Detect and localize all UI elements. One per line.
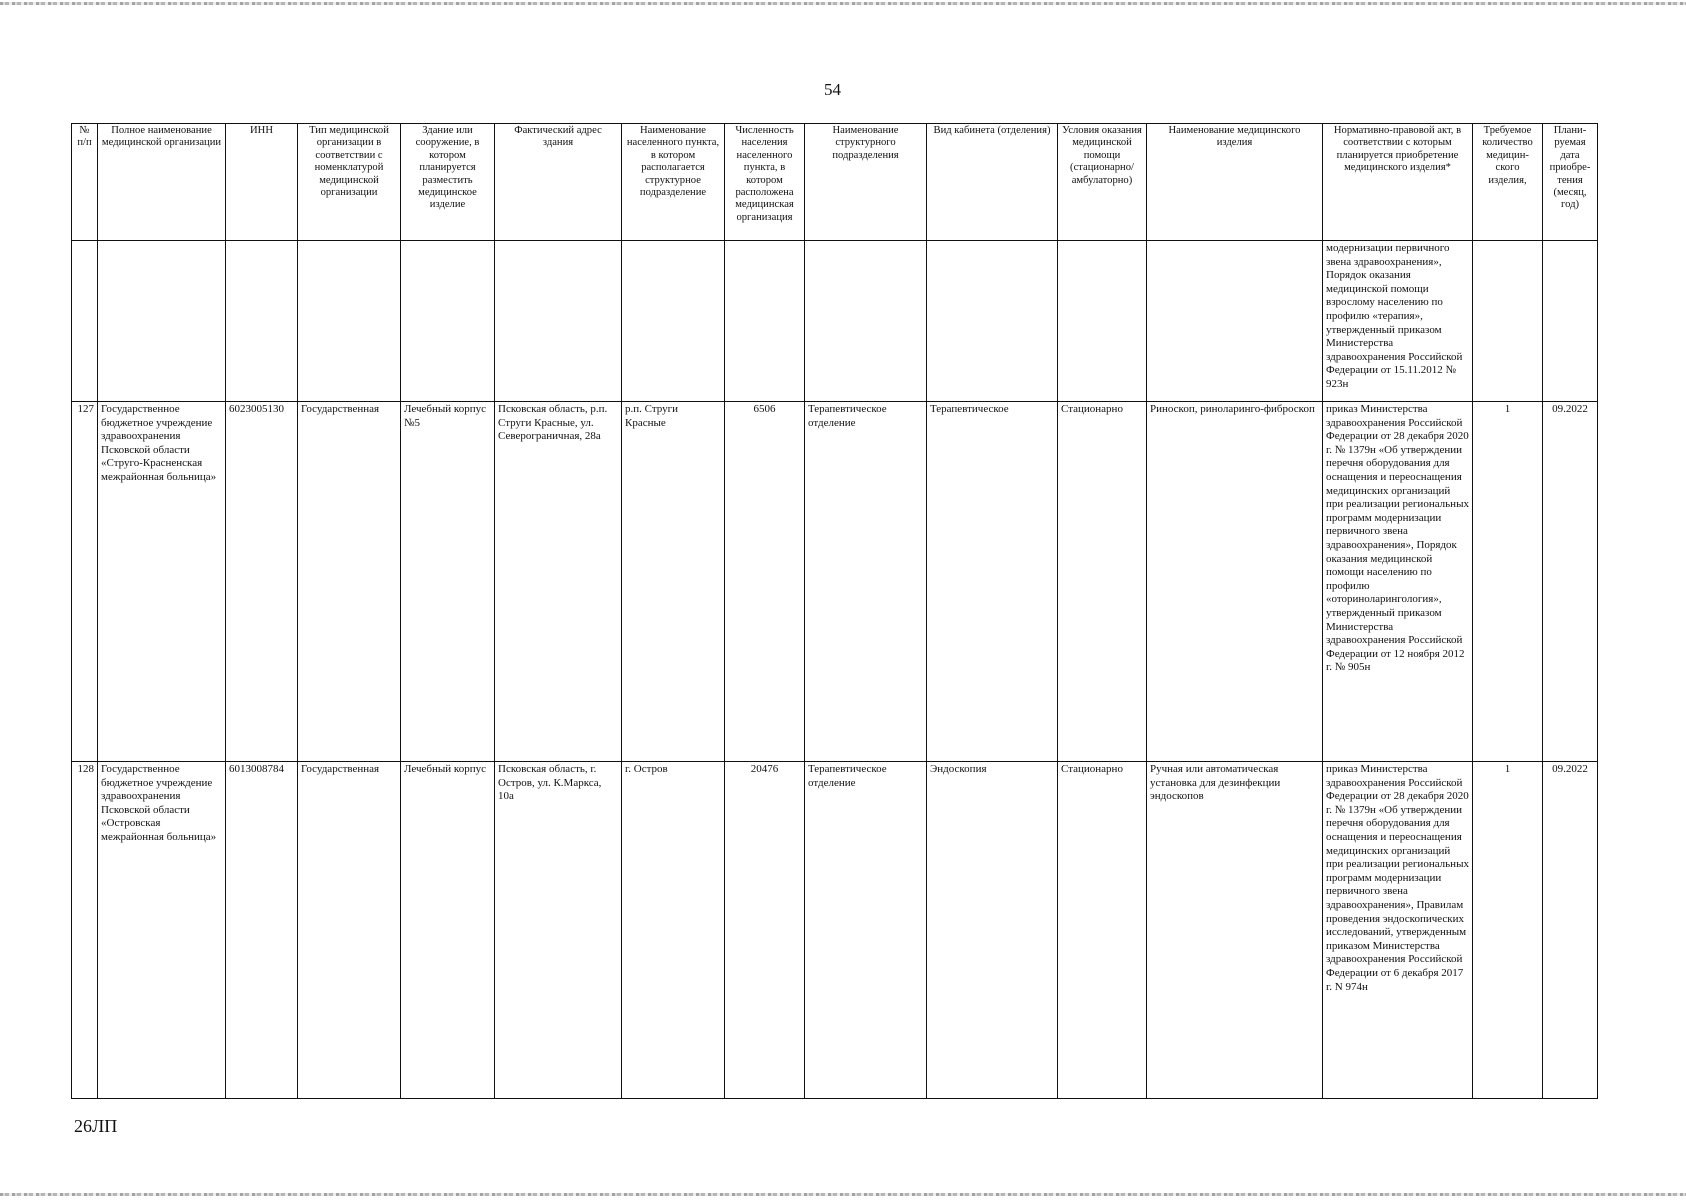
col-header-locality: Наименование населенного пункта, в котором располагается структурное подразделение [622,124,725,241]
cell-address: Псковская область, р.п. Струги Красные, ул. Северограничная, 28а [495,402,622,762]
page-number: 54 [824,80,841,99]
cell-inn [226,241,298,402]
scan-edge-top [0,2,1686,5]
cell-unit: Терапевтическое отделение [805,402,927,762]
cell-type: Государственная [298,762,401,1099]
cell-type: Государственная [298,402,401,762]
cell-building: Лечебный корпус [401,762,495,1099]
cell-org [98,241,226,402]
col-header-quantity: Требуемое количество медицин-ского изделия, [1473,124,1543,241]
col-header-num: № п/п [72,124,98,241]
cell-locality: г. Остров [622,762,725,1099]
cell-date: 09.2022 [1543,402,1598,762]
cell-building [401,241,495,402]
col-header-cabinet: Вид кабинета (отделения) [927,124,1058,241]
table-row [72,402,1598,762]
cell-device: Риноскоп, риноларинго-фиброскоп [1147,402,1323,762]
cell-date: 09.2022 [1543,762,1598,1099]
equipment-table [71,123,1598,1099]
cell-num: 128 [72,762,98,1099]
cell-locality: р.п. Струги Красные [622,402,725,762]
cell-org: Государственное бюджетное учреждение здравоохранения Псковской области «Островская межрайонная больница» [98,762,226,1099]
cell-num: 127 [72,402,98,762]
scan-edge-bottom [0,1193,1686,1196]
cell-unit: Терапевтическое отделение [805,762,927,1099]
col-header-date: Плани-руемая дата приобре-тения (месяц, год) [1543,124,1598,241]
cell-inn: 6013008784 [226,762,298,1099]
col-header-address: Фактический адрес здания [495,124,622,241]
col-header-org: Полное наименование медицинской организации [98,124,226,241]
col-header-conditions: Условия оказания медицинской помощи (стационарно/ амбулаторно) [1058,124,1147,241]
col-header-type: Тип медицинской организации в соответствии с номенклатурой медицинской организации [298,124,401,241]
cell-legal-act: приказ Министерства здравоохранения Российской Федерации от 28 декабря 2020 г. № 1379н «Об утверждении перечня оборудования для оснащения и переоснащения медицинских организаций при реализации региональных программ модернизации первичного звена здравоохранения», Порядок оказания медицинской помощи населению по профилю «оториноларингология», утвержденный приказом Министерства здравоохранения Российской Федерации от 12 ноября 2012 г. № 905н [1323,402,1473,762]
cell-type [298,241,401,402]
cell-address [495,241,622,402]
cell-date [1543,241,1598,402]
cell-legal-act: приказ Министерства здравоохранения Российской Федерации от 28 декабря 2020 г. № 1379н «Об утверждении перечня оборудования для оснащения и переоснащения медицинских организаций при реализации региональных программ модернизации первичного звена здравоохранения», Правилам проведения эндоскопических исследований, утвержденным приказом Министерства здравоохранения Российской Федерации от 6 декабря 2017 г. N 974н [1323,762,1473,1099]
cell-address: Псковская область, г. Остров, ул. К.Маркса, 10а [495,762,622,1099]
cell-num [72,241,98,402]
table-row-continuation [72,241,1598,402]
cell-inn: 6023005130 [226,402,298,762]
cell-population [725,241,805,402]
cell-cabinet: Терапевтическое [927,402,1058,762]
cell-cabinet [927,241,1058,402]
cell-quantity: 1 [1473,762,1543,1099]
cell-conditions [1058,241,1147,402]
col-header-population: Численность населения населенного пункта, в котором расположена медицинская организация [725,124,805,241]
table-row [72,762,1598,1099]
cell-device [1147,241,1323,402]
cell-unit [805,241,927,402]
cell-cabinet: Эндоскопия [927,762,1058,1099]
cell-conditions: Стационарно [1058,402,1147,762]
col-header-building: Здание или сооружение, в котором планируется разместить медицинское изделие [401,124,495,241]
cell-population: 20476 [725,762,805,1099]
col-header-unit: Наименование структурного подразделения [805,124,927,241]
cell-locality [622,241,725,402]
cell-legal-act: модернизации первичного звена здравоохранения», Порядок оказания медицинской помощи взрослому населению по профилю «терапия», утвержденный приказом Министерства здравоохранения Российской Федерации от 15.11.2012 № 923н [1323,241,1473,402]
cell-quantity [1473,241,1543,402]
footer-code: 26ЛП [74,1116,118,1136]
table-header-row [72,124,1598,241]
cell-org: Государственное бюджетное учреждение здравоохранения Псковской области «Струго-Красненская межрайонная больница» [98,402,226,762]
cell-building: Лечебный корпус №5 [401,402,495,762]
col-header-device: Наименование медицинского изделия [1147,124,1323,241]
cell-population: 6506 [725,402,805,762]
cell-quantity: 1 [1473,402,1543,762]
cell-device: Ручная или автоматическая установка для дезинфекции эндоскопов [1147,762,1323,1099]
col-header-legal-act: Нормативно-правовой акт, в соответствии с которым планируется приобретение медицинского изделия* [1323,124,1473,241]
col-header-inn: ИНН [226,124,298,241]
cell-conditions: Стационарно [1058,762,1147,1099]
